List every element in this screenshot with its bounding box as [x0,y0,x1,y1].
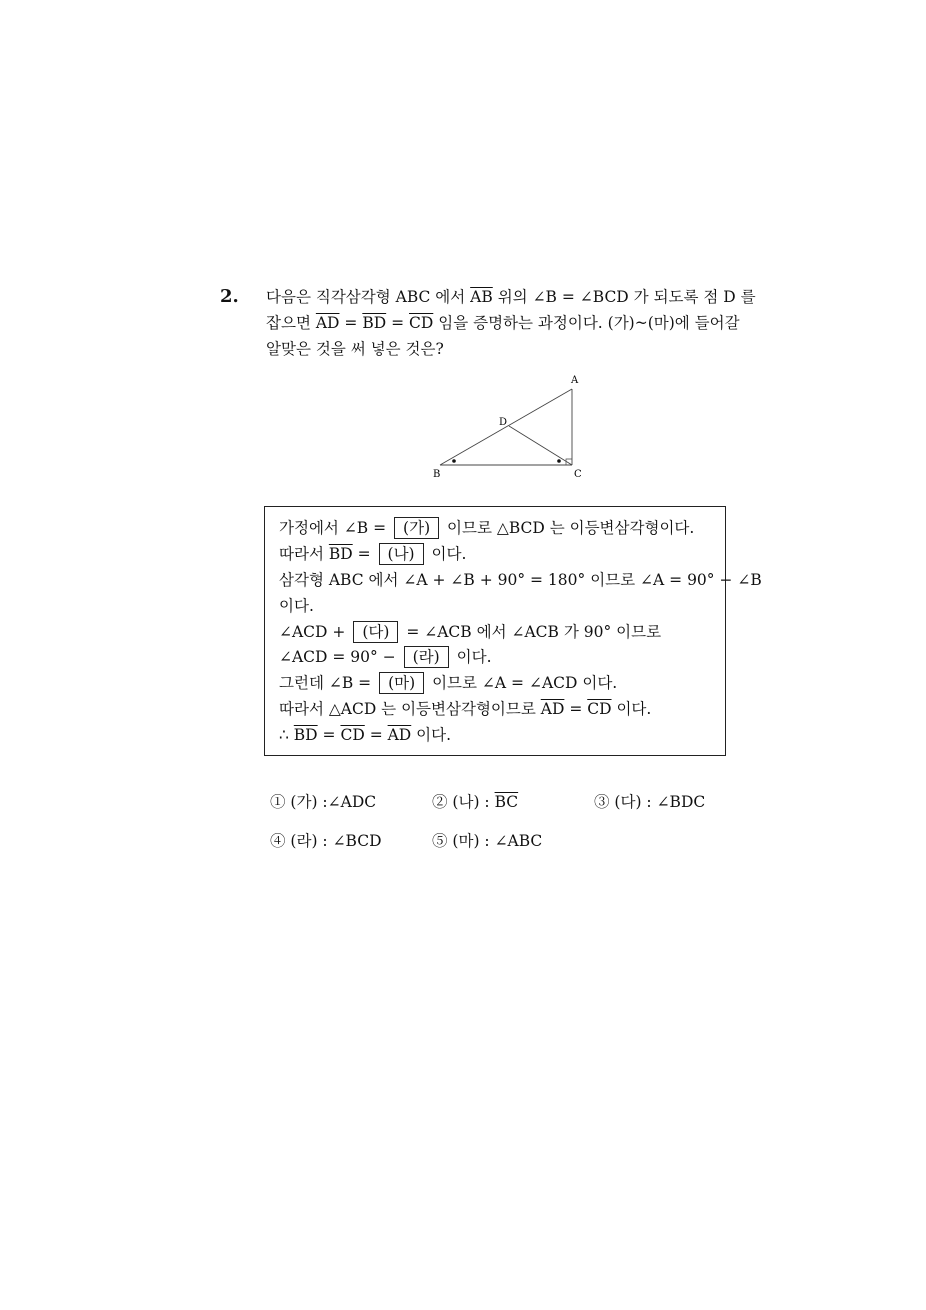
proof-line-4: 이다. [279,596,314,615]
question-number: 2. [220,286,239,307]
question-text [266,284,756,362]
proof-line-1: 가정에서 ∠B = (가) 이므로 △BCD 는 이등변삼각형이다. [279,519,695,537]
proof-line-7: 그런데 ∠B = (마) 이므로 ∠A = ∠ACD 이다. [279,674,618,693]
point-d-label: D [499,417,508,428]
proof-box [264,506,762,756]
segment-ab: $\overline{AB}$ [470,288,493,306]
choice-3[interactable]: ③ (다) : ∠BDC [594,793,706,811]
angle-bcd-mark [557,459,561,463]
blank-ra: (라) [404,646,449,668]
choice-5[interactable]: ⑤ (마) : ∠ABC [432,832,543,850]
proof-line-8: 따라서 △ACD 는 이등변삼각형이므로 $\overline{AD} = \overline{CD}$ 이다. [279,700,652,719]
proof-line-2: 따라서 $\overline{BD}$ = (나) 이다. [279,544,467,563]
choice-2[interactable]: ② (나) : $\overline{BC}$ [432,793,519,811]
segment-ad: $\overline{AD}$ [315,314,340,332]
blank-ma: (마) [379,672,424,694]
point-a-label: A [571,375,579,386]
question-line-1: 다음은 직각삼각형 ABC 에서 $\overline{AB}$ 위의 ∠B = ∠BCD 가 되도록 점 D 를 [266,288,756,306]
point-c-label: C [574,469,582,480]
angle-b-mark [452,459,456,463]
proof-line-6: ∠ACD = 90° − (라) 이다. [279,648,492,667]
triangle-diagram [420,368,590,483]
proof-line-5: ∠ACD + (다) = ∠ACB 에서 ∠ACB 가 90° 이므로 [279,622,662,641]
blank-ga: (가) [394,517,439,539]
point-b-label: B [433,469,441,480]
choice-4[interactable]: ④ (라) : ∠BCD [270,832,382,850]
segment-bd: $\overline{BD}$ [362,314,387,332]
proof-line-9: ∴ $\overline{BD} = \overline{CD} = \overline{AD}$ 이다. [279,726,452,745]
segment-cd: $\overline{CD}$ [409,314,434,332]
blank-da: (다) [353,621,398,643]
choice-1[interactable]: ① (가) :∠ADC [270,793,377,811]
question-line-3: 알맞은 것을 써 넣은 것은? [266,340,444,358]
segment-cd-line [509,426,572,465]
question-line-2: 잡으면 $\overline{AD} = \overline{BD} = \overline{CD}$ 임을 증명하는 과정이다. (가)~(마)에 들어갈 [266,314,740,332]
proof-line-3: 삼각형 ABC 에서 ∠A + ∠B + 90° = 180° 이므로 ∠A = 90° − ∠B [279,570,762,589]
blank-na: (나) [379,543,424,565]
